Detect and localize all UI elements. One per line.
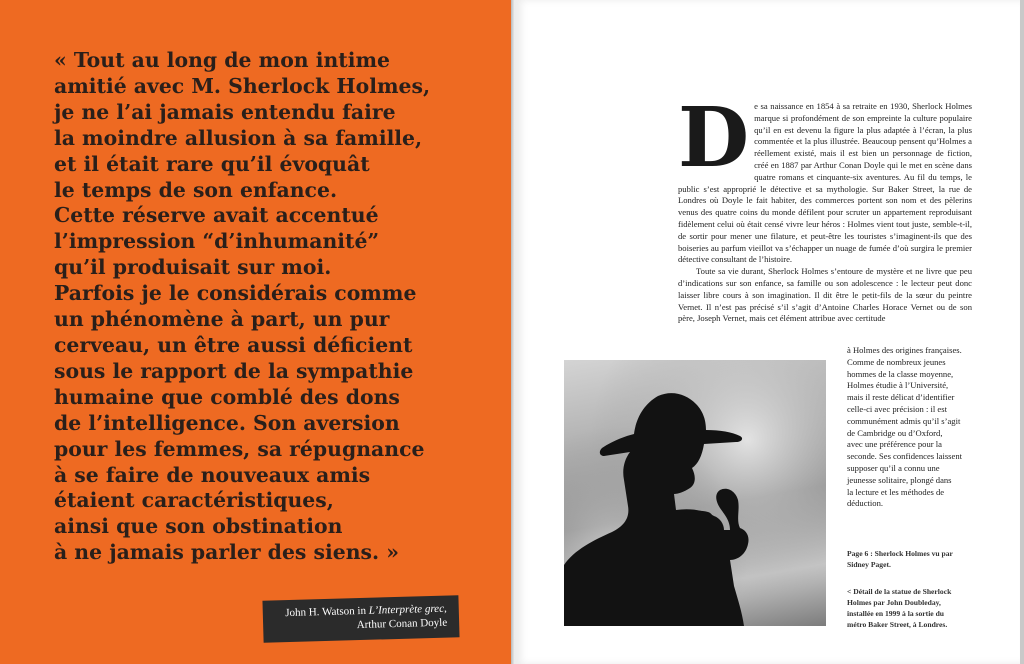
quote-line: qu’il produisait sur moi. <box>54 255 332 280</box>
quote-line: « Tout au long de mon intime <box>54 48 390 72</box>
narrow-line: mais il reste délicat d’identifier <box>847 392 955 403</box>
quote-attribution-box <box>262 595 459 642</box>
watson-quote <box>54 48 494 566</box>
article-paragraph-2: Toute sa vie durant, Sherlock Holmes s’entoure de mystère et ne livre que peu d’indications sur son enfance, sa famille ou son adolescence : le lecteur peut donc laisser libre cours à son imagination. Il dit être le petit-fils de la sœur du peintre Vernet. Il n’est pas précisé s’il s’agit d’Antoine Charles Horace Vernet ou de son père, Joseph Vernet, mais cet élément attribue avec certitude <box>678 266 972 324</box>
narrow-line: celle-ci avec précision : il est <box>847 403 947 414</box>
quote-line: et il était rare qu’il évoquât <box>54 151 370 176</box>
quote-line: Parfois je le considérais comme <box>54 281 417 306</box>
narrow-line: communément admis qu’il s’agit <box>847 415 961 426</box>
quote-line: le temps de son enfance. <box>54 177 338 202</box>
quote-line: l’impression “d’inhumanité” <box>54 229 380 254</box>
caption-line: Page 6 : Sherlock Holmes vu par <box>847 549 953 558</box>
narrow-line: hommes de la classe moyenne, <box>847 368 954 379</box>
narrow-line: Comme de nombreux jeunes <box>847 356 946 367</box>
quote-line: à se faire de nouveaux amis <box>54 462 371 487</box>
attribution-line-2: Arthur Conan Doyle <box>356 616 448 632</box>
narrow-line: de Cambridge ou d’Oxford, <box>847 427 943 438</box>
caption-statue <box>847 586 971 630</box>
caption-line: Holmes par John Doubleday, <box>847 598 941 607</box>
narrow-line: déduction. <box>847 498 884 509</box>
narrow-line: Holmes étudie à l’Université, <box>847 380 949 391</box>
attribution-author: John H. Watson in <box>285 604 369 620</box>
quote-line: ainsi que son obstination <box>54 514 343 539</box>
silhouette-graphic <box>564 360 826 626</box>
quote-line: étaient caractéristiques, <box>54 488 334 513</box>
quote-line: de l’intelligence. Son aversion <box>54 410 400 435</box>
quote-line: amitié avec M. Sherlock Holmes, <box>54 73 431 98</box>
caption-line: métro Baker Street, à Londres. <box>847 620 948 629</box>
narrow-line: supposer qu’il a connu une <box>847 462 940 473</box>
article-body <box>678 90 972 325</box>
caption-line: Sidney Paget. <box>847 560 891 569</box>
quote-line: pour les femmes, sa répugnance <box>54 436 425 461</box>
narrow-line: jeunesse solitaire, plongé dans <box>847 474 952 485</box>
right-page-white <box>515 0 1020 664</box>
quote-line: à ne jamais parler des siens. » <box>54 540 399 565</box>
quote-line: humaine que comblé des dons <box>54 384 400 409</box>
quote-line: je ne l’ai jamais entendu faire <box>54 99 396 124</box>
quote-line: Cette réserve avait accentué <box>54 203 379 228</box>
article-paragraph-1: e sa naissance en 1854 à sa retraite en 1930, Sherlock Holmes marque si profondément de son empreinte la culture populaire qu’il en est devenu la figure la plus adaptée à l’écran, la plus commentée et la plus illustrée. Beaucoup pensent qu’Holmes a réellement existé, mais il est bien un personnage de fiction, créé en 1887 par Arthur Conan Doyle qui le met en scène dans quatre romans et cinquante-six aventures. Au fil du temps, le public s’est approprié le détective et sa mythologie. Sur Baker Street, la rue de Londres où Doyle le fait habiter, des commerces portent son nom et des pèlerins venus des quatre coins du monde défilent pour scruter un appartement reproduisant fidèlement celui où était censé vivre leur héros : Holmes vient tout juste, semble-t-il, de sortir pour mener une filature, et peut-être les touristes s’imaginent-ils que des boiseries au parfum vieillot va s’échapper un nuage de fumée d’où surgira le premier détective consultant de l’histoire. <box>678 101 972 265</box>
article-narrow-column <box>847 345 971 510</box>
sherlock-silhouette-photo <box>564 360 826 626</box>
caption-page-6 <box>847 548 971 570</box>
page-edge <box>1020 0 1024 664</box>
quote-line: un phénomène à part, un pur <box>54 307 390 332</box>
quote-line: sous le rapport de la sympathie <box>54 358 414 383</box>
quote-line: cerveau, un être aussi déficient <box>54 332 413 357</box>
drop-cap: D <box>678 90 750 186</box>
attribution-title: L’Interprète grec <box>368 602 445 617</box>
quote-line: la moindre allusion à sa famille, <box>54 125 423 150</box>
narrow-line: la lecture et les méthodes de <box>847 486 945 497</box>
caption-line: < Détail de la statue de Sherlock <box>847 587 952 596</box>
narrow-line: avec une préférence pour la <box>847 439 942 450</box>
attribution-comma: , <box>443 602 447 615</box>
caption-line: installée en 1999 à la sortie du <box>847 609 945 618</box>
left-page-orange <box>0 0 511 664</box>
narrow-line: à Holmes des origines françaises. <box>847 345 962 355</box>
narrow-line: seconde. Ses confidences laissent <box>847 451 963 462</box>
